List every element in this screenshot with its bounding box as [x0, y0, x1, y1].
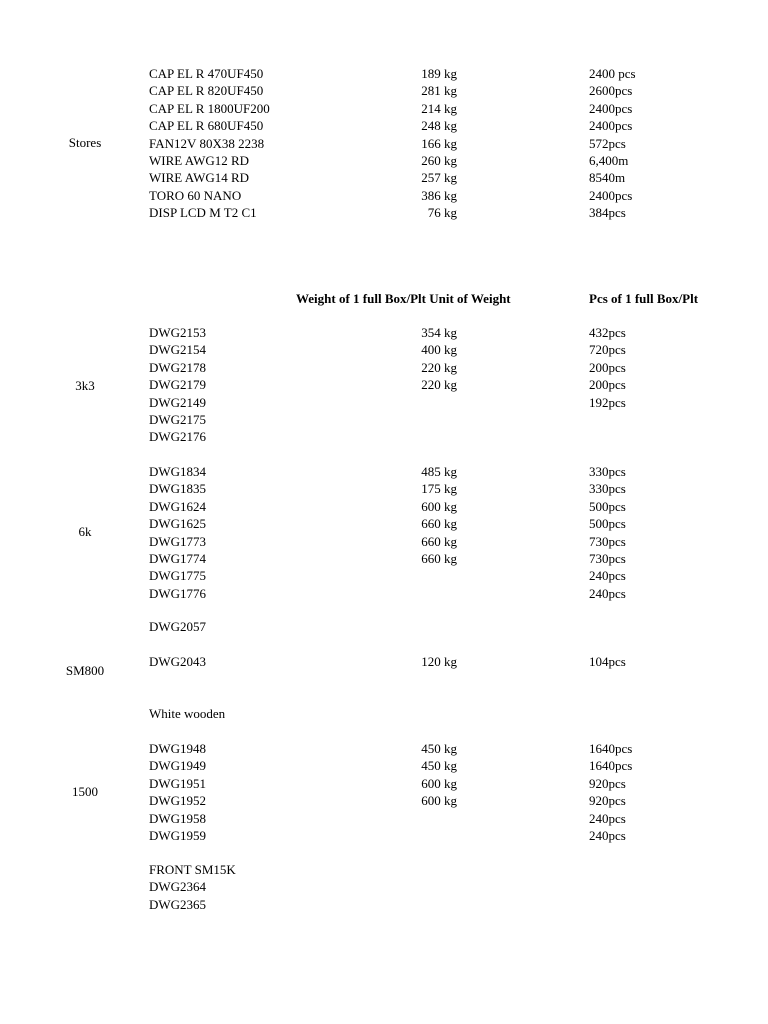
item-pcs: 730pcs — [589, 551, 626, 566]
item-pcs: 1640pcs — [589, 758, 633, 774]
item-name: DWG2057 — [149, 619, 207, 634]
item-pcs: 240pcs — [589, 568, 626, 584]
item-pcs: 330pcs — [589, 464, 626, 479]
item-pcs: 192pcs — [589, 394, 626, 410]
item-name: DWG1952 — [149, 793, 207, 809]
item-name: DWG2175 — [149, 412, 207, 427]
item-pcs: 432pcs — [589, 325, 626, 340]
item-name: WIRE AWG12 RD — [149, 153, 250, 168]
item-weight: 166 kg — [421, 135, 457, 151]
item-name: DWG2364 — [149, 879, 207, 895]
item-weight: 600 kg — [421, 775, 457, 791]
item-name: DWG1625 — [149, 516, 207, 532]
item-name: CAP EL R 470UF450 — [149, 66, 264, 81]
item-name: DWG2179 — [149, 377, 207, 393]
item-weight: 120 kg — [421, 654, 457, 669]
item-pcs: 2600pcs — [589, 83, 633, 99]
item-weight: 257 kg — [421, 170, 457, 186]
group-label: 3k3 — [75, 378, 95, 393]
group-label: 6k — [78, 524, 92, 539]
item-pcs: 2400pcs — [589, 187, 633, 203]
item-name: WIRE AWG14 RD — [149, 170, 250, 186]
item-weight: 660 kg — [421, 533, 457, 549]
item-name: DWG1776 — [149, 585, 207, 601]
item-name: White wooden — [149, 706, 226, 721]
item-pcs: 1640pcs — [589, 741, 633, 756]
item-pcs: 920pcs — [589, 775, 626, 791]
item-weight: 220 kg — [421, 359, 457, 375]
item-pcs: 104pcs — [589, 654, 626, 669]
item-weight: 450 kg — [421, 741, 457, 756]
item-name: DWG1774 — [149, 551, 207, 566]
item-pcs: 200pcs — [589, 359, 626, 375]
item-name: DWG2153 — [149, 325, 207, 340]
item-weight: 214 kg — [421, 100, 457, 116]
item-name: DWG2154 — [149, 342, 207, 358]
item-weight: 189 kg — [421, 66, 457, 81]
item-weight: 248 kg — [421, 118, 457, 134]
item-weight: 600 kg — [421, 793, 457, 809]
item-pcs: 8540m — [589, 170, 626, 186]
item-name: DISP LCD M T2 C1 — [149, 205, 257, 221]
item-pcs: 200pcs — [589, 377, 626, 393]
item-weight: 450 kg — [421, 758, 457, 774]
item-name: DWG1834 — [149, 464, 207, 479]
item-pcs: 240pcs — [589, 585, 626, 601]
item-name: DWG1624 — [149, 498, 207, 514]
item-name: DWG2149 — [149, 394, 207, 410]
item-pcs: 240pcs — [589, 828, 626, 843]
item-pcs: 720pcs — [589, 342, 626, 358]
item-name: DWG2176 — [149, 429, 207, 445]
group-label: Stores — [68, 135, 102, 150]
item-name: CAP EL R 1800UF200 — [149, 100, 270, 116]
item-pcs: 500pcs — [589, 498, 626, 514]
item-name: CAP EL R 820UF450 — [149, 83, 264, 99]
item-pcs: 572pcs — [589, 135, 626, 151]
item-weight: 386 kg — [421, 187, 457, 203]
item-name: DWG1948 — [149, 741, 207, 756]
item-name: DWG2178 — [149, 359, 207, 375]
item-name: CAP EL R 680UF450 — [149, 118, 264, 134]
item-weight: 76 kg — [427, 205, 457, 221]
item-pcs: 920pcs — [589, 793, 626, 809]
item-pcs: 730pcs — [589, 533, 626, 549]
item-weight: 281 kg — [421, 83, 457, 99]
item-name: DWG2043 — [149, 654, 207, 669]
item-name: DWG1775 — [149, 568, 207, 584]
item-weight: 600 kg — [421, 498, 457, 514]
item-weight: 354 kg — [421, 325, 457, 340]
item-name: DWG1949 — [149, 758, 207, 774]
item-name: DWG2365 — [149, 896, 207, 912]
item-weight: 660 kg — [421, 516, 457, 532]
weight-column-header: Weight of 1 full Box/Plt Unit of Weight — [296, 291, 511, 306]
item-pcs: 330pcs — [589, 481, 626, 497]
pcs-column-header: Pcs of 1 full Box/Plt — [589, 291, 699, 306]
item-pcs: 2400pcs — [589, 100, 633, 116]
item-pcs: 2400 pcs — [589, 66, 636, 81]
item-weight: 485 kg — [421, 464, 457, 479]
item-weight: 400 kg — [421, 342, 457, 358]
item-name: DWG1958 — [149, 810, 207, 826]
item-weight: 220 kg — [421, 377, 457, 393]
item-name: DWG1951 — [149, 775, 207, 791]
group-label: 1500 — [72, 784, 98, 799]
item-name: TORO 60 NANO — [149, 187, 242, 203]
item-pcs: 500pcs — [589, 516, 626, 532]
item-pcs: 2400pcs — [589, 118, 633, 134]
item-weight: 175 kg — [421, 481, 457, 497]
item-name: DWG1835 — [149, 481, 207, 497]
item-pcs: 384pcs — [589, 205, 626, 221]
item-name: FRONT SM15K — [149, 862, 236, 877]
group-label: SM800 — [65, 663, 105, 678]
item-pcs: 240pcs — [589, 810, 626, 826]
item-name: DWG1959 — [149, 828, 207, 843]
item-weight: 260 kg — [421, 153, 457, 168]
item-weight: 660 kg — [421, 551, 457, 566]
item-name: FAN12V 80X38 2238 — [149, 135, 265, 151]
item-name: DWG1773 — [149, 533, 207, 549]
item-pcs: 6,400m — [589, 153, 629, 168]
